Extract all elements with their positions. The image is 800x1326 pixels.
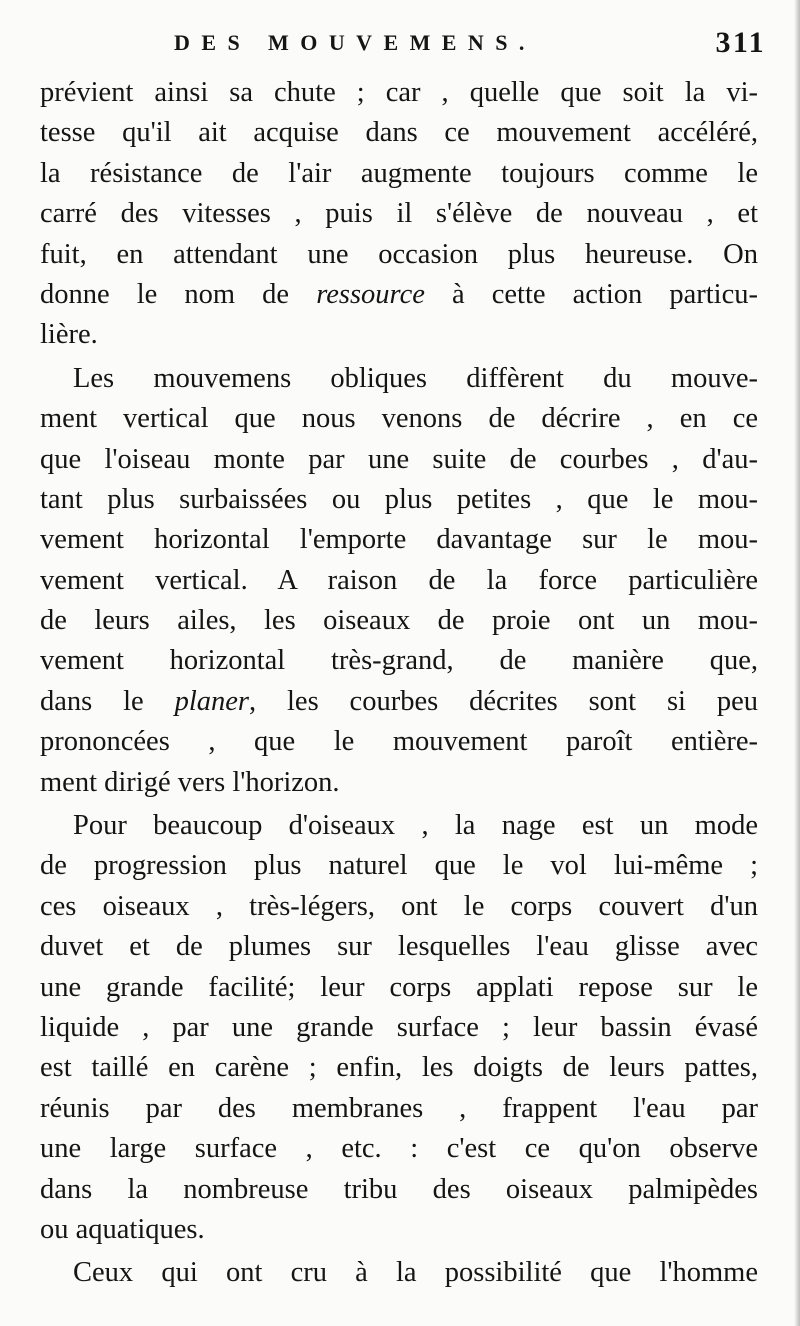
paragraph xyxy=(40,73,758,356)
text-run: , les courbes décrites sont si peu xyxy=(249,685,758,717)
text-line: ou aquatiques. xyxy=(40,1213,205,1245)
text-line: ces oiseaux , très-légers, ont le corps couvert d'un xyxy=(40,890,758,922)
text-line: une large surface , etc. : c'est ce qu'on observe xyxy=(40,1133,758,1165)
text-line: réunis par des membranes , frappent l'eau par xyxy=(40,1092,758,1124)
italic-term: planer xyxy=(174,685,249,717)
italic-term: ressource xyxy=(316,278,425,310)
page-number: 311 xyxy=(715,26,766,59)
text-line: de leurs ailes, les oiseaux de proie ont un mou- xyxy=(40,605,758,637)
text-line: fuit, en attendant une occasion plus heureuse. On xyxy=(40,238,758,270)
text-line: que l'oiseau monte par une suite de courbes , d'au- xyxy=(40,443,758,475)
text-line: vement vertical. A raison de la force particulière xyxy=(40,564,758,596)
text-line: vement horizontal l'emporte davantage sur le mou- xyxy=(40,524,758,556)
text-line: lière. xyxy=(40,319,98,351)
text-line: dans la nombreuse tribu des oiseaux palmipèdes xyxy=(40,1173,758,1205)
paragraph xyxy=(40,359,758,803)
text-line: Pour beaucoup d'oiseaux , la nage est un mode xyxy=(73,810,758,842)
text-line: la résistance de l'air augmente toujours comme le xyxy=(40,157,758,189)
text-line xyxy=(40,682,758,722)
text-line: liquide , par une grande surface ; leur bassin évasé xyxy=(40,1011,758,1043)
text-line xyxy=(40,275,758,315)
text-line: est taillé en carène ; enfin, les doigts de leurs pattes, xyxy=(40,1052,758,1084)
text-line: prononcées , que le mouvement paroît entière- xyxy=(40,726,758,758)
text-line: ment dirigé vers l'horizon. xyxy=(40,766,340,798)
text-run: dans le xyxy=(40,685,175,717)
text-line: prévient ainsi sa chute ; car , quelle que soit la vi- xyxy=(40,77,758,108)
paragraph xyxy=(40,806,758,1250)
running-head: DES MOUVEMENS. xyxy=(174,30,536,55)
text-line: de progression plus naturel que le vol lui-même ; xyxy=(40,850,758,882)
text-line: ment vertical que nous venons de décrire , en ce xyxy=(40,403,758,435)
text-line: Ceux qui ont cru à la possibilité que l'homme xyxy=(73,1257,758,1289)
text-line: vement horizontal très-grand, de manière que, xyxy=(40,645,758,677)
text-line: carré des vitesses , puis il s'élève de nouveau , et xyxy=(40,198,758,230)
text-line: tesse qu'il ait acquise dans ce mouvement accéléré, xyxy=(40,117,758,149)
text-line: une grande facilité; leur corps applati repose sur le xyxy=(40,971,758,1003)
page-body xyxy=(40,73,758,1294)
text-line: Les mouvemens obliques diffèrent du mouve- xyxy=(73,362,758,394)
text-run: à cette action particu- xyxy=(424,278,758,310)
text-line: duvet et de plumes sur lesquelles l'eau glisse avec xyxy=(40,931,758,963)
text-line: tant plus surbaissées ou plus petites , que le mou- xyxy=(40,483,758,515)
text-run: donne le nom de xyxy=(40,278,317,310)
paragraph xyxy=(40,1253,758,1293)
